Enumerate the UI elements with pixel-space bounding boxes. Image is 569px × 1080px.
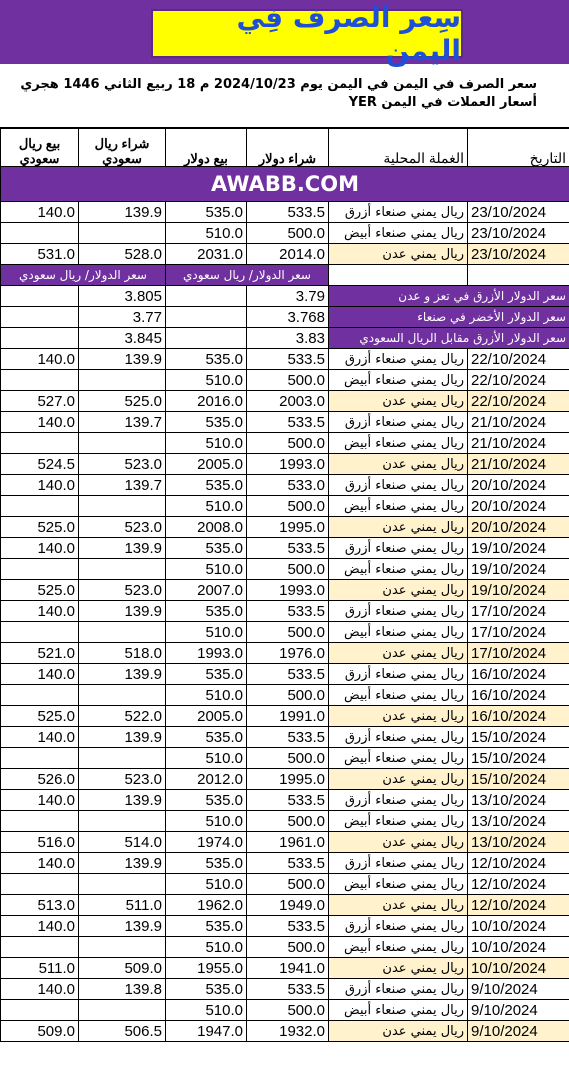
header-buy-sar: شراء ريال سعودي — [79, 129, 166, 167]
buy-sar-cell: 139.9 — [79, 727, 166, 748]
special-sar-value: 3.845 — [79, 328, 166, 349]
sell-sar-cell: 140.0 — [1, 979, 79, 1000]
buy-usd-cell: 1949.0 — [247, 895, 329, 916]
sell-usd-cell: 535.0 — [166, 853, 247, 874]
date-cell: 17/10/2024 — [468, 643, 569, 664]
buy-usd-cell: 533.5 — [247, 538, 329, 559]
table-row — [1, 685, 569, 706]
date-cell: 20/10/2024 — [468, 496, 569, 517]
buy-sar-cell: 523.0 — [79, 454, 166, 475]
table-row — [1, 580, 569, 601]
sell-usd-cell: 510.0 — [166, 433, 247, 454]
date-cell: 15/10/2024 — [468, 769, 569, 790]
sell-usd-cell: 2012.0 — [166, 769, 247, 790]
buy-sar-cell: 523.0 — [79, 580, 166, 601]
date-cell: 20/10/2024 — [468, 475, 569, 496]
sell-sar-cell: 524.5 — [1, 454, 79, 475]
title-banner — [0, 0, 569, 67]
sell-sar-cell: 511.0 — [1, 958, 79, 979]
sell-sar-cell: 526.0 — [1, 769, 79, 790]
sell-usd-cell: 535.0 — [166, 412, 247, 433]
buy-usd-cell: 1993.0 — [247, 454, 329, 475]
buy-sar-cell: 522.0 — [79, 706, 166, 727]
sell-sar-cell: 140.0 — [1, 202, 79, 223]
date-cell: 22/10/2024 — [468, 391, 569, 412]
buy-usd-cell: 500.0 — [247, 370, 329, 391]
currency-cell: ريال يمني صنعاء أزرق — [329, 664, 468, 685]
buy-sar-cell: 139.9 — [79, 664, 166, 685]
sell-usd-cell: 2007.0 — [166, 580, 247, 601]
currency-cell: ريال يمني صنعاء أزرق — [329, 538, 468, 559]
date-cell: 17/10/2024 — [468, 601, 569, 622]
date-cell: 16/10/2024 — [468, 685, 569, 706]
special-rate-label: سعر الدولار الأزرق مقابل الريال السعودي — [329, 328, 569, 349]
table-row — [1, 433, 569, 454]
table-row — [1, 727, 569, 748]
buy-usd-cell: 500.0 — [247, 622, 329, 643]
table-row — [1, 769, 569, 790]
table-row — [1, 1021, 569, 1042]
buy-usd-cell: 533.5 — [247, 790, 329, 811]
special-rate-label: سعر الدولار الأخضر في صنعاء — [329, 307, 569, 328]
currency-cell: ريال يمني صنعاء أزرق — [329, 979, 468, 1000]
currency-cell: ريال يمني صنعاء أبيض — [329, 685, 468, 706]
date-cell: 12/10/2024 — [468, 874, 569, 895]
currency-cell: ريال يمني صنعاء أزرق — [329, 349, 468, 370]
buy-sar-cell — [79, 811, 166, 832]
sell-usd-cell: 2008.0 — [166, 517, 247, 538]
usd-sar-label: سعر الدولار/ ريال سعودي — [166, 265, 329, 286]
currency-cell: ريال يمني عدن — [329, 1021, 468, 1042]
sell-usd-cell: 510.0 — [166, 223, 247, 244]
buy-usd-cell: 1932.0 — [247, 1021, 329, 1042]
empty-cell — [166, 307, 247, 328]
buy-sar-cell: 139.9 — [79, 790, 166, 811]
sell-sar-cell: 140.0 — [1, 475, 79, 496]
sell-sar-cell — [1, 811, 79, 832]
sell-sar-cell: 525.0 — [1, 580, 79, 601]
sell-usd-cell: 510.0 — [166, 748, 247, 769]
empty-cell — [1, 307, 79, 328]
special-usd-value: 3.83 — [247, 328, 329, 349]
date-cell: 19/10/2024 — [468, 559, 569, 580]
sell-usd-cell: 510.0 — [166, 1000, 247, 1021]
table-header-row — [1, 129, 569, 167]
buy-usd-cell: 500.0 — [247, 874, 329, 895]
buy-sar-cell: 139.9 — [79, 601, 166, 622]
empty-cell — [166, 328, 247, 349]
table-row — [1, 979, 569, 1000]
sell-sar-cell: 140.0 — [1, 916, 79, 937]
date-cell: 21/10/2024 — [468, 454, 569, 475]
date-cell: 16/10/2024 — [468, 664, 569, 685]
sell-sar-cell: 516.0 — [1, 832, 79, 853]
sell-sar-cell: 140.0 — [1, 601, 79, 622]
sell-usd-cell: 535.0 — [166, 790, 247, 811]
buy-sar-cell — [79, 496, 166, 517]
label-row — [1, 265, 569, 286]
sell-sar-cell — [1, 874, 79, 895]
sell-usd-cell: 535.0 — [166, 727, 247, 748]
page-subtitle: سعر الصرف في اليمن في اليمن يوم 2024/10/23 م 18 ربيع الثاني 1446 هجري أسعار العملات في اليمن YER — [0, 64, 569, 128]
currency-cell: ريال يمني صنعاء أبيض — [329, 1000, 468, 1021]
buy-usd-cell: 533.5 — [247, 853, 329, 874]
date-cell: 19/10/2024 — [468, 580, 569, 601]
sell-usd-cell: 510.0 — [166, 370, 247, 391]
date-cell: 9/10/2024 — [468, 1000, 569, 1021]
special-rate-row — [1, 307, 569, 328]
sell-usd-cell: 535.0 — [166, 202, 247, 223]
currency-cell: ريال يمني صنعاء أزرق — [329, 475, 468, 496]
currency-cell: ريال يمني صنعاء أزرق — [329, 202, 468, 223]
date-cell: 13/10/2024 — [468, 832, 569, 853]
table-row — [1, 601, 569, 622]
buy-sar-cell: 139.9 — [79, 853, 166, 874]
empty-cell — [468, 265, 569, 286]
rates-table — [0, 128, 569, 1042]
currency-cell: ريال يمني عدن — [329, 958, 468, 979]
sell-usd-cell: 1974.0 — [166, 832, 247, 853]
buy-sar-cell: 523.0 — [79, 769, 166, 790]
table-row — [1, 1000, 569, 1021]
buy-usd-cell: 1941.0 — [247, 958, 329, 979]
buy-sar-cell — [79, 937, 166, 958]
date-cell: 17/10/2024 — [468, 622, 569, 643]
special-rate-row — [1, 286, 569, 307]
buy-sar-cell — [79, 874, 166, 895]
currency-cell: ريال يمني صنعاء أزرق — [329, 727, 468, 748]
sell-sar-cell: 531.0 — [1, 244, 79, 265]
buy-sar-cell — [79, 370, 166, 391]
table-row — [1, 349, 569, 370]
date-cell: 10/10/2024 — [468, 916, 569, 937]
sell-usd-cell: 1993.0 — [166, 643, 247, 664]
sell-sar-cell — [1, 496, 79, 517]
buy-sar-cell — [79, 1000, 166, 1021]
buy-sar-cell: 511.0 — [79, 895, 166, 916]
table-row — [1, 811, 569, 832]
sell-sar-cell: 509.0 — [1, 1021, 79, 1042]
table-row — [1, 202, 569, 223]
date-cell: 21/10/2024 — [468, 412, 569, 433]
sell-usd-cell: 2016.0 — [166, 391, 247, 412]
table-row — [1, 916, 569, 937]
currency-cell: ريال يمني صنعاء أبيض — [329, 433, 468, 454]
table-row — [1, 790, 569, 811]
date-cell: 20/10/2024 — [468, 517, 569, 538]
buy-usd-cell: 533.0 — [247, 475, 329, 496]
buy-usd-cell: 2014.0 — [247, 244, 329, 265]
currency-cell: ريال يمني عدن — [329, 643, 468, 664]
site-name: AWABB.COM — [1, 167, 569, 202]
special-usd-value: 3.79 — [247, 286, 329, 307]
date-cell: 22/10/2024 — [468, 349, 569, 370]
sell-sar-cell — [1, 748, 79, 769]
sell-sar-cell — [1, 937, 79, 958]
sell-usd-cell: 510.0 — [166, 937, 247, 958]
sell-sar-cell — [1, 223, 79, 244]
table-row — [1, 454, 569, 475]
table-row — [1, 496, 569, 517]
date-cell: 15/10/2024 — [468, 748, 569, 769]
currency-cell: ريال يمني عدن — [329, 706, 468, 727]
sell-sar-cell — [1, 370, 79, 391]
buy-usd-cell: 500.0 — [247, 937, 329, 958]
buy-usd-cell: 500.0 — [247, 748, 329, 769]
date-cell: 22/10/2024 — [468, 370, 569, 391]
sell-usd-cell: 510.0 — [166, 622, 247, 643]
buy-usd-cell: 1995.0 — [247, 517, 329, 538]
buy-sar-cell: 525.0 — [79, 391, 166, 412]
sell-usd-cell: 535.0 — [166, 979, 247, 1000]
buy-sar-cell: 139.7 — [79, 475, 166, 496]
buy-usd-cell: 533.5 — [247, 664, 329, 685]
buy-usd-cell: 533.5 — [247, 979, 329, 1000]
buy-usd-cell: 533.5 — [247, 349, 329, 370]
table-row — [1, 244, 569, 265]
date-cell: 9/10/2024 — [468, 1021, 569, 1042]
currency-cell: ريال يمني عدن — [329, 769, 468, 790]
header-sell-usd: بيع دولار — [166, 129, 247, 167]
date-cell: 10/10/2024 — [468, 958, 569, 979]
sell-sar-cell — [1, 559, 79, 580]
currency-cell: ريال يمني عدن — [329, 391, 468, 412]
sell-usd-cell: 2031.0 — [166, 244, 247, 265]
sell-sar-cell — [1, 1000, 79, 1021]
sell-usd-cell: 2005.0 — [166, 454, 247, 475]
title-box — [151, 0, 463, 67]
buy-usd-cell: 533.5 — [247, 601, 329, 622]
buy-usd-cell: 533.5 — [247, 202, 329, 223]
special-usd-value: 3.768 — [247, 307, 329, 328]
table-row — [1, 559, 569, 580]
sell-sar-cell: 525.0 — [1, 706, 79, 727]
currency-cell: ريال يمني عدن — [329, 244, 468, 265]
table-row — [1, 475, 569, 496]
date-cell: 23/10/2024 — [468, 202, 569, 223]
table-row — [1, 706, 569, 727]
date-cell: 10/10/2024 — [468, 937, 569, 958]
usd-sar-label-2: سعر الدولار/ ريال سعودي — [1, 265, 166, 286]
header-date: التاريخ — [468, 129, 569, 167]
header-sell-sar: بيع ريال سعودي — [1, 129, 79, 167]
table-row — [1, 748, 569, 769]
currency-cell: ريال يمني صنعاء أبيض — [329, 874, 468, 895]
sell-sar-cell: 140.0 — [1, 727, 79, 748]
buy-sar-cell: 514.0 — [79, 832, 166, 853]
buy-sar-cell: 139.9 — [79, 916, 166, 937]
currency-cell: ريال يمني صنعاء أبيض — [329, 559, 468, 580]
buy-sar-cell: 509.0 — [79, 958, 166, 979]
table-row — [1, 391, 569, 412]
buy-usd-cell: 533.5 — [247, 412, 329, 433]
special-rate-label: سعر الدولار الأزرق في تعز و عدن — [329, 286, 569, 307]
empty-cell — [166, 286, 247, 307]
special-sar-value: 3.77 — [79, 307, 166, 328]
buy-usd-cell: 500.0 — [247, 433, 329, 454]
sell-sar-cell: 140.0 — [1, 412, 79, 433]
currency-cell: ريال يمني صنعاء أزرق — [329, 790, 468, 811]
buy-sar-cell: 506.5 — [79, 1021, 166, 1042]
date-cell: 15/10/2024 — [468, 727, 569, 748]
date-cell: 19/10/2024 — [468, 538, 569, 559]
table-row — [1, 664, 569, 685]
currency-cell: ريال يمني صنعاء أزرق — [329, 412, 468, 433]
sell-usd-cell: 1962.0 — [166, 895, 247, 916]
special-sar-value: 3.805 — [79, 286, 166, 307]
empty-cell — [1, 286, 79, 307]
header-buy-usd: شراء دولار — [247, 129, 329, 167]
buy-sar-cell — [79, 559, 166, 580]
currency-cell: ريال يمني صنعاء أبيض — [329, 370, 468, 391]
header-currency: الغملة المحلية — [329, 129, 468, 167]
sell-usd-cell: 2005.0 — [166, 706, 247, 727]
buy-usd-cell: 500.0 — [247, 559, 329, 580]
table-row — [1, 370, 569, 391]
buy-usd-cell: 2003.0 — [247, 391, 329, 412]
buy-usd-cell: 533.5 — [247, 727, 329, 748]
buy-sar-cell: 139.7 — [79, 412, 166, 433]
buy-usd-cell: 500.0 — [247, 223, 329, 244]
currency-cell: ريال يمني عدن — [329, 454, 468, 475]
buy-sar-cell: 523.0 — [79, 517, 166, 538]
sell-sar-cell: 527.0 — [1, 391, 79, 412]
date-cell: 16/10/2024 — [468, 706, 569, 727]
table-row — [1, 958, 569, 979]
empty-cell — [1, 328, 79, 349]
table-row — [1, 853, 569, 874]
empty-cell — [329, 265, 468, 286]
sell-usd-cell: 1955.0 — [166, 958, 247, 979]
buy-usd-cell: 1976.0 — [247, 643, 329, 664]
table-row — [1, 412, 569, 433]
page-title: سِعر الصرف فِي اليمن — [236, 0, 461, 67]
sell-sar-cell: 140.0 — [1, 349, 79, 370]
currency-cell: ريال يمني صنعاء أزرق — [329, 601, 468, 622]
currency-cell: ريال يمني صنعاء أبيض — [329, 223, 468, 244]
buy-usd-cell: 500.0 — [247, 685, 329, 706]
table-row — [1, 874, 569, 895]
currency-cell: ريال يمني صنعاء أبيض — [329, 622, 468, 643]
date-cell: 13/10/2024 — [468, 811, 569, 832]
buy-usd-cell: 500.0 — [247, 1000, 329, 1021]
buy-sar-cell — [79, 748, 166, 769]
currency-cell: ريال يمني صنعاء أبيض — [329, 937, 468, 958]
sell-sar-cell: 525.0 — [1, 517, 79, 538]
sell-sar-cell — [1, 685, 79, 706]
sell-usd-cell: 535.0 — [166, 601, 247, 622]
buy-sar-cell — [79, 433, 166, 454]
sell-sar-cell — [1, 433, 79, 454]
buy-sar-cell: 528.0 — [79, 244, 166, 265]
currency-cell: ريال يمني صنعاء أبيض — [329, 811, 468, 832]
buy-usd-cell: 500.0 — [247, 496, 329, 517]
buy-sar-cell — [79, 685, 166, 706]
sell-usd-cell: 535.0 — [166, 664, 247, 685]
sell-sar-cell: 140.0 — [1, 790, 79, 811]
buy-sar-cell: 139.9 — [79, 349, 166, 370]
currency-cell: ريال يمني عدن — [329, 580, 468, 601]
buy-sar-cell: 139.9 — [79, 202, 166, 223]
sell-usd-cell: 510.0 — [166, 496, 247, 517]
buy-sar-cell: 139.9 — [79, 538, 166, 559]
date-cell: 21/10/2024 — [468, 433, 569, 454]
currency-cell: ريال يمني عدن — [329, 517, 468, 538]
currency-cell: ريال يمني صنعاء أبيض — [329, 496, 468, 517]
sell-usd-cell: 510.0 — [166, 559, 247, 580]
date-cell: 23/10/2024 — [468, 223, 569, 244]
table-row — [1, 517, 569, 538]
currency-cell: ريال يمني عدن — [329, 832, 468, 853]
site-banner-row — [1, 167, 569, 202]
sell-usd-cell: 510.0 — [166, 685, 247, 706]
date-cell: 12/10/2024 — [468, 895, 569, 916]
date-cell: 9/10/2024 — [468, 979, 569, 1000]
sell-usd-cell: 510.0 — [166, 811, 247, 832]
currency-cell: ريال يمني صنعاء أبيض — [329, 748, 468, 769]
table-row — [1, 622, 569, 643]
sell-sar-cell: 140.0 — [1, 664, 79, 685]
sell-usd-cell: 535.0 — [166, 538, 247, 559]
table-row — [1, 643, 569, 664]
table-row — [1, 832, 569, 853]
sell-usd-cell: 535.0 — [166, 349, 247, 370]
sell-usd-cell: 535.0 — [166, 475, 247, 496]
sell-usd-cell: 1947.0 — [166, 1021, 247, 1042]
sell-sar-cell: 513.0 — [1, 895, 79, 916]
currency-cell: ريال يمني صنعاء أزرق — [329, 853, 468, 874]
special-rate-row — [1, 328, 569, 349]
buy-usd-cell: 500.0 — [247, 811, 329, 832]
date-cell: 12/10/2024 — [468, 853, 569, 874]
buy-usd-cell: 1995.0 — [247, 769, 329, 790]
buy-usd-cell: 533.5 — [247, 916, 329, 937]
buy-sar-cell — [79, 223, 166, 244]
currency-cell: ريال يمني عدن — [329, 895, 468, 916]
table-row — [1, 538, 569, 559]
sell-usd-cell: 510.0 — [166, 874, 247, 895]
currency-cell: ريال يمني صنعاء أزرق — [329, 916, 468, 937]
buy-sar-cell: 518.0 — [79, 643, 166, 664]
buy-sar-cell: 139.8 — [79, 979, 166, 1000]
sell-sar-cell: 140.0 — [1, 853, 79, 874]
buy-usd-cell: 1993.0 — [247, 580, 329, 601]
buy-usd-cell: 1961.0 — [247, 832, 329, 853]
sell-sar-cell: 521.0 — [1, 643, 79, 664]
buy-usd-cell: 1991.0 — [247, 706, 329, 727]
date-cell: 23/10/2024 — [468, 244, 569, 265]
date-cell: 13/10/2024 — [468, 790, 569, 811]
buy-sar-cell — [79, 622, 166, 643]
table-row — [1, 223, 569, 244]
sell-sar-cell: 140.0 — [1, 538, 79, 559]
table-row — [1, 895, 569, 916]
sell-usd-cell: 535.0 — [166, 916, 247, 937]
sell-sar-cell — [1, 622, 79, 643]
table-row — [1, 937, 569, 958]
